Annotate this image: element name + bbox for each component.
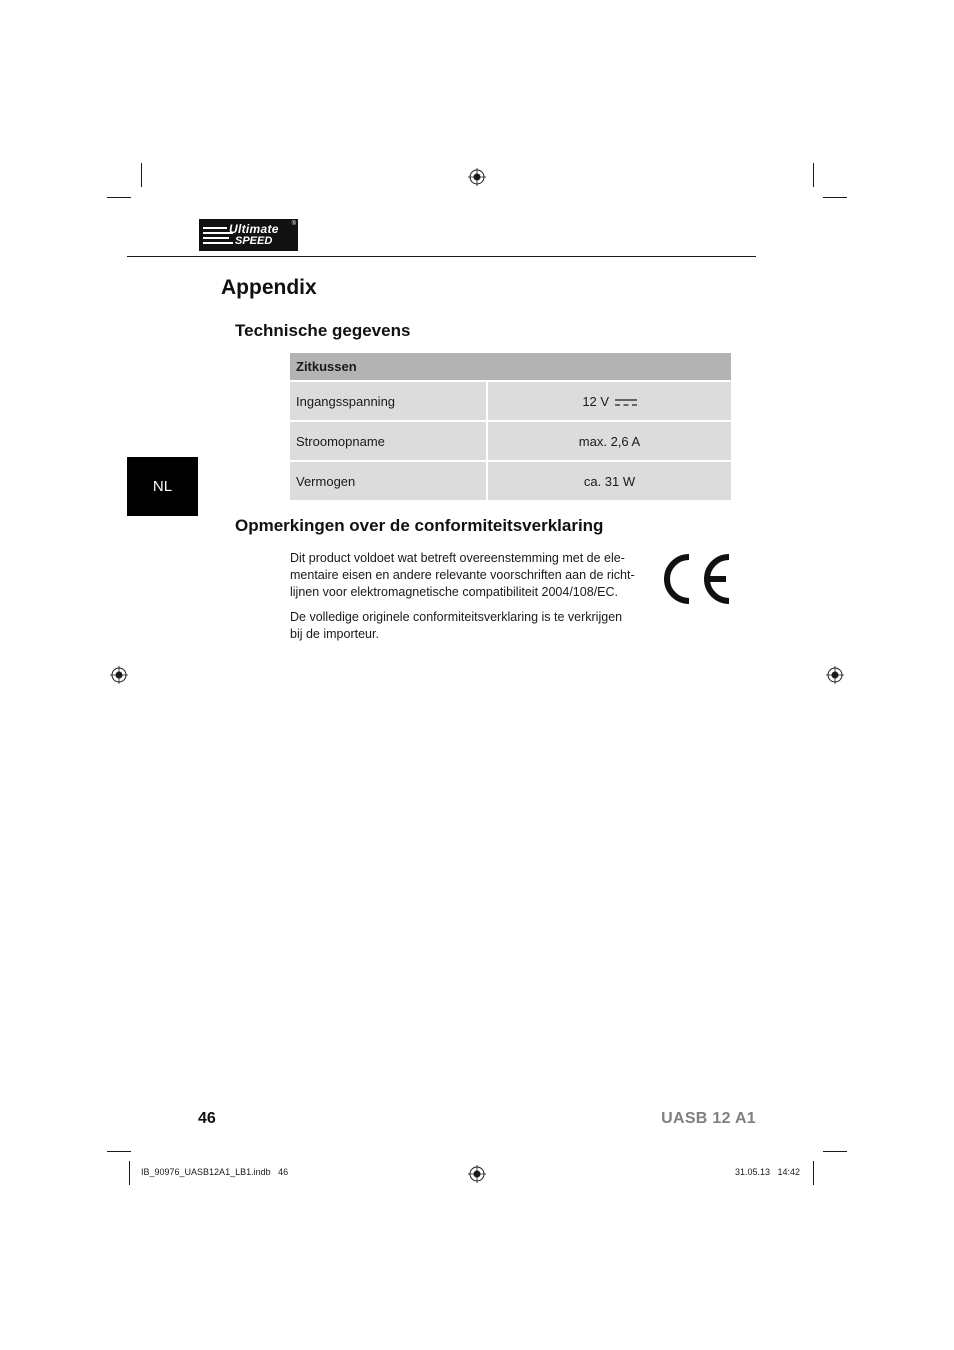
spec-label: Ingangsspanning — [290, 381, 487, 421]
conformity-paragraph-2 — [290, 609, 635, 643]
spec-table-header — [290, 353, 731, 381]
spec-table-title: Zitkussen — [290, 353, 731, 381]
page-number: 46 — [198, 1110, 216, 1127]
registration-mark-icon — [468, 168, 486, 186]
language-tab — [127, 457, 198, 516]
direct-current-icon — [615, 398, 637, 407]
spec-value: 12 V — [582, 393, 610, 409]
text-line: De volledige originele conformiteitsverklaring is te verkrijgen — [290, 610, 623, 624]
text-line: bij de importeur. — [290, 627, 379, 641]
page-title: Appendix — [221, 276, 317, 299]
crop-mark — [813, 1161, 814, 1185]
model-number: UASB 12 A1 — [661, 1110, 756, 1127]
registration-mark-icon — [468, 1165, 486, 1183]
crop-mark — [813, 163, 814, 187]
header-rule — [127, 256, 756, 257]
spec-label: Stroomopname — [290, 421, 487, 461]
spec-value: max. 2,6 A — [487, 421, 731, 461]
brand-logo — [199, 219, 298, 251]
spec-value-cell — [487, 381, 731, 421]
crop-mark — [823, 197, 847, 198]
ce-mark-icon — [656, 551, 732, 607]
spec-label: Vermogen — [290, 461, 487, 501]
crop-mark — [823, 1151, 847, 1152]
spec-table — [290, 353, 731, 502]
section-heading-technical-data: Technische gegevens — [235, 321, 411, 340]
crop-mark — [107, 1151, 131, 1152]
conformity-paragraph-1 — [290, 550, 635, 601]
registration-mark-icon — [110, 666, 128, 684]
slug-date: 31.05.13 14:42 — [735, 1167, 801, 1177]
crop-mark — [129, 1161, 130, 1185]
logo-line-2: SPEED — [235, 235, 273, 247]
logo-registered-mark: ® — [291, 221, 296, 227]
language-tab-label: NL — [152, 478, 173, 495]
table-row — [290, 421, 731, 461]
table-row — [290, 461, 731, 501]
registration-mark-icon — [826, 666, 844, 684]
section-heading-conformity: Opmerkingen over de conformiteitsverklaring — [235, 516, 604, 535]
text-line: lijnen voor elektromagnetische compatibiliteit 2004/108/EC. — [290, 585, 618, 599]
spec-value: ca. 31 W — [487, 461, 731, 501]
text-line: mentaire eisen en andere relevante voorschriften aan de richt- — [290, 568, 635, 582]
slug-filename: IB_90976_UASB12A1_LB1.indb 46 — [141, 1167, 289, 1177]
logo-line-1: Ultimate — [229, 222, 279, 236]
text-line: Dit product voldoet wat betreft overeenstemming met de ele- — [290, 551, 625, 565]
crop-mark — [107, 197, 131, 198]
crop-mark — [141, 163, 142, 187]
table-row — [290, 381, 731, 421]
